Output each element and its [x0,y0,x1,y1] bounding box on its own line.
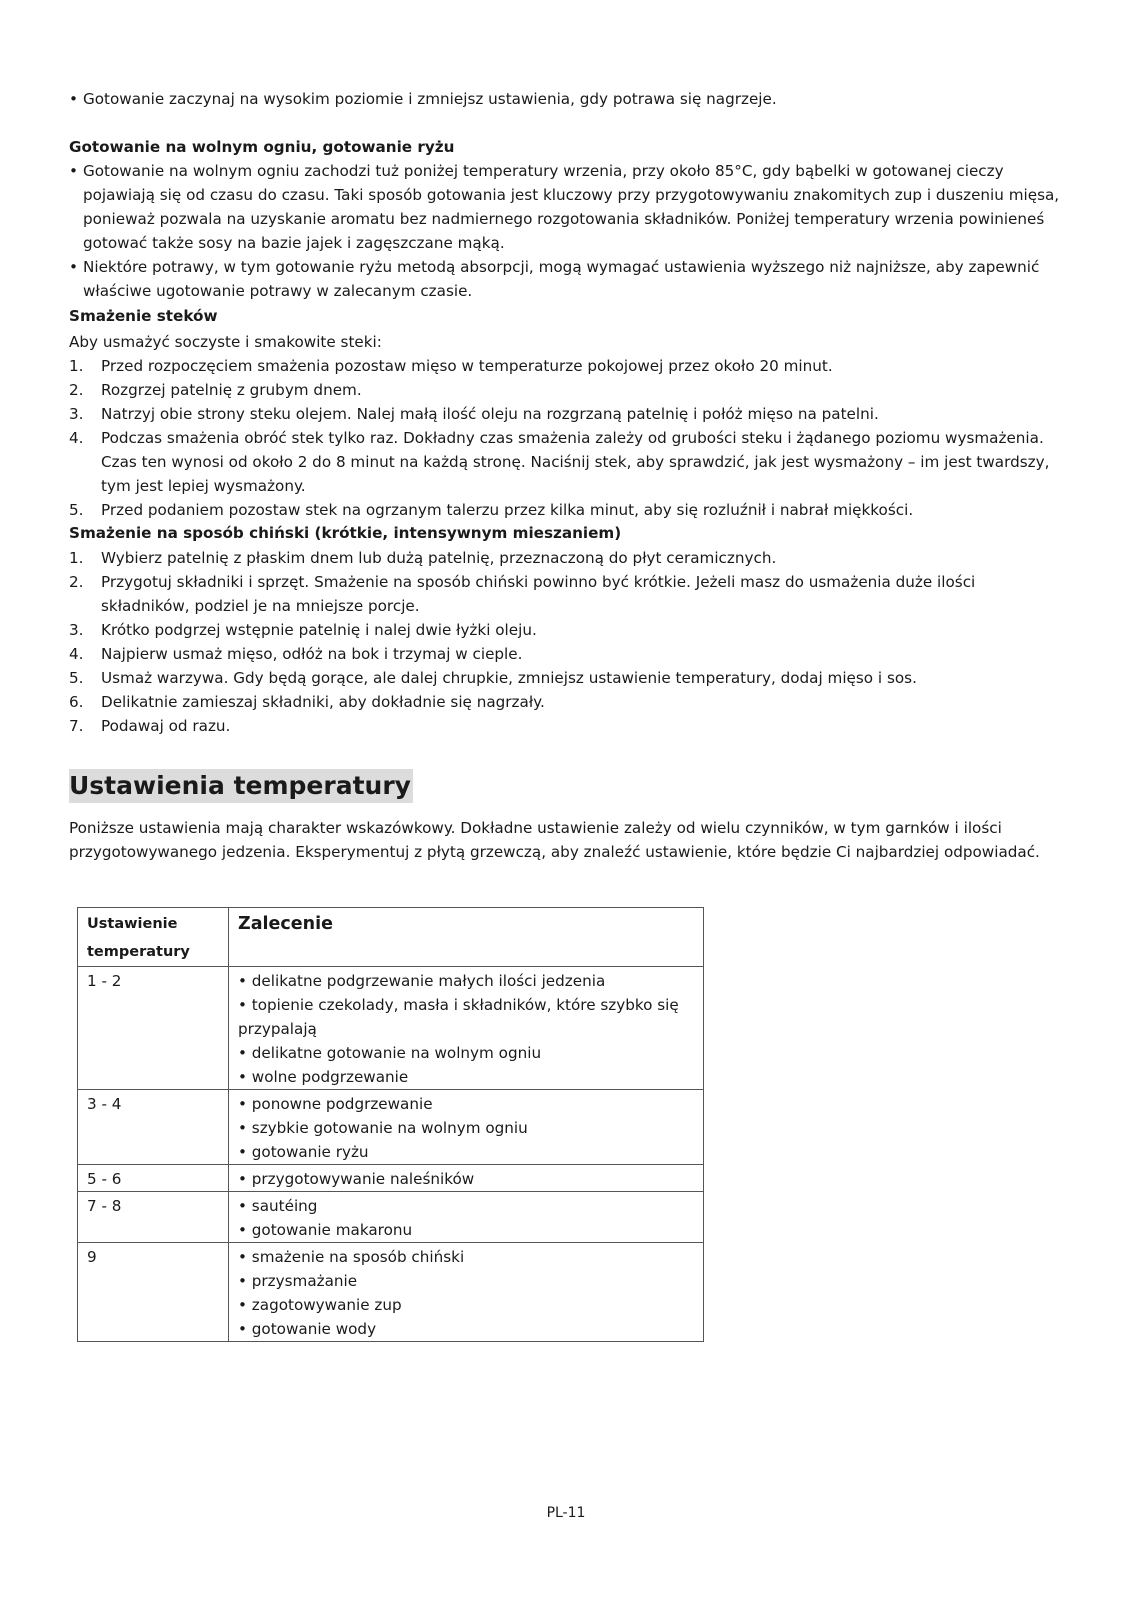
settings-intro: Poniższe ustawienia mają charakter wskazówkowy. Dokładne ustawienie zależy od wielu czynników, w tym garnków i ilości przygotowywanego jedzenia. Eksperymentuj z płytą grzewczą, aby znaleźć ustawienie, które będzie Ci najbardziej odpowiadać. [69,819,1040,861]
list-item: 4. Podczas smażenia obróć stek tylko raz. Dokładny czas smażenia zależy od grubości steku i żądanego poziomu wysmażenia. Czas ten wynosi od około 2 do 8 minut na każdą stronę. Naciśnij stek, aby sprawdzić, jak jest wysmażony – im jest twardszy, tym jest lepiej wysmażony. [69,429,1050,495]
list-item: 5. Przed podaniem pozostaw stek na ogrzanym talerzu przez kilka minut, aby się rozluźnił i nabrał miękkości. [69,501,914,519]
list-item: 3. Natrzyj obie strony steku olejem. Nalej małą ilość oleju na rozgrzaną patelnię i połóż mięso na patelni. [69,405,879,423]
list-item: 1. Przed rozpoczęciem smażenia pozostaw mięso w temperaturze pokojowej przez około 20 minut. [69,357,833,375]
recommendation-cell: • przygotowywanie naleśników [229,1165,704,1192]
recommendation-cell: • delikatne podgrzewanie małych ilości jedzenia • topienie czekolady, masła i składników, które szybko się przypalają • delikatne gotowanie na wolnym ogniu • wolne podgrzewanie [229,967,704,1090]
recommendation-cell: • smażenie na sposób chiński • przysmażanie • zagotowywanie zup • gotowanie wody [229,1243,704,1342]
table-header-row [78,908,704,967]
table-row [78,1090,704,1165]
setting-cell: 5 - 6 [78,1165,229,1192]
setting-cell: 1 - 2 [78,967,229,1090]
list-item: 3. Krótko podgrzej wstępnie patelnię i nalej dwie łyżki oleju. [69,621,537,639]
table-row [78,1243,704,1342]
settings-title-wrap [69,769,413,803]
list-item: 4. Najpierw usmaż mięso, odłóż na bok i trzymaj w cieple. [69,645,523,663]
header-setting: Ustawienie temperatury [78,908,229,967]
heading-simmer: Gotowanie na wolnym ogniu, gotowanie ryżu [69,138,455,156]
steak-intro: Aby usmażyć soczyste i smakowite steki: [69,333,382,351]
simmer-bullet-2: • Niektóre potrawy, w tym gotowanie ryżu metodą absorpcji, mogą wymagać ustawienia wyższego niż najniższe, aby zapewnić właściwe ugotowanie potrawy w zalecanym czasie. [69,258,1040,300]
heading-steak: Smażenie steków [69,307,218,325]
setting-cell: 7 - 8 [78,1192,229,1243]
settings-table [77,907,704,1342]
table-row [78,967,704,1090]
list-item: 2. Przygotuj składniki i sprzęt. Smażenie na sposób chiński powinno być krótkie. Jeżeli masz do usmażenia duże ilości składników, podziel je na mniejsze porcje. [69,573,976,615]
table-row [78,1165,704,1192]
header-recommendation: Zalecenie [229,908,704,967]
setting-cell: 3 - 4 [78,1090,229,1165]
list-item: 7. Podawaj od razu. [69,717,231,735]
list-item: 5. Usmaż warzywa. Gdy będą gorące, ale dalej chrupkie, zmniejsz ustawienie temperatury, dodaj mięso i sos. [69,669,917,687]
setting-cell: 9 [78,1243,229,1342]
page-number: PL-11 [546,1505,586,1521]
steak-steps [69,354,1054,522]
table-row [78,1192,704,1243]
recommendation-cell: • sautéing • gotowanie makaronu [229,1192,704,1243]
list-item: 1. Wybierz patelnię z płaskim dnem lub dużą patelnię, przeznaczoną do płyt ceramicznych. [69,549,777,567]
list-item: 2. Rozgrzej patelnię z grubym dnem. [69,381,362,399]
intro-bullet: • Gotowanie zaczynaj na wysokim poziomie i zmniejsz ustawienia, gdy potrawa się nagrzeje. [69,90,777,108]
stirfry-steps [69,546,1054,738]
heading-stirfry: Smażenie na sposób chiński (krótkie, intensywnym mieszaniem) [69,524,622,542]
list-item: 6. Delikatnie zamieszaj składniki, aby dokładnie się nagrzały. [69,693,545,711]
page-title: Ustawienia temperatury [69,769,413,803]
simmer-bullet-1: • Gotowanie na wolnym ogniu zachodzi tuż poniżej temperatury wrzenia, przy około 85°C, gdy bąbelki w gotowanej cieczy pojawiają się od czasu do czasu. Taki sposób gotowania jest kluczowy przy przygotowywaniu znakomitych zup i duszeniu mięsa, ponieważ pozwala na uzyskanie aromatu bez nadmiernego rozgotowania składników. Poniżej temperatury wrzenia powinieneś gotować także sosy na bazie jajek i zagęszczane mąką. [69,162,1060,252]
recommendation-cell: • ponowne podgrzewanie • szybkie gotowanie na wolnym ogniu • gotowanie ryżu [229,1090,704,1165]
